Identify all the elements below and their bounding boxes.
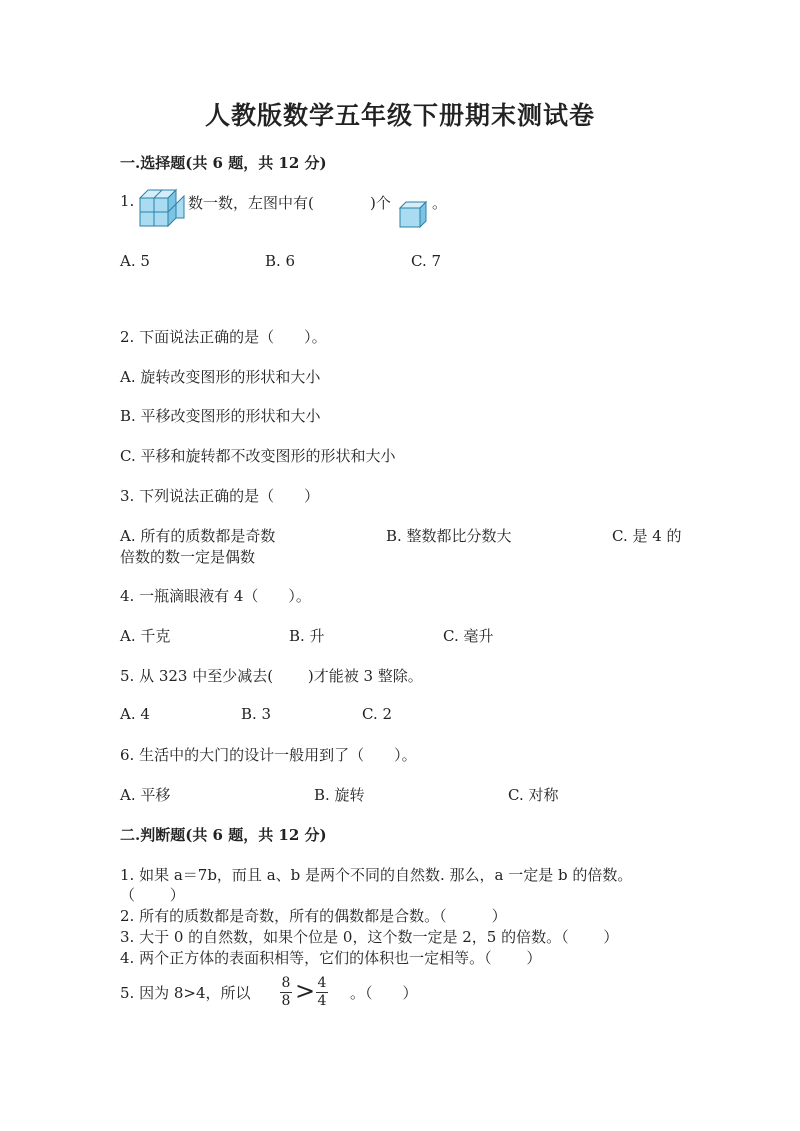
section1-heading: 一.选择题(共 6 题，共 12 分): [120, 154, 327, 172]
q6-text: 6. 生活中的大门的设计一般用到了（ ）。: [120, 746, 417, 764]
greater-than-sign: >: [295, 977, 316, 1005]
q6-option-a: A. 平移: [120, 786, 171, 804]
cube-stack-icon: [138, 188, 186, 228]
q2-option-b: B. 平移改变图形的形状和大小: [120, 407, 321, 425]
q1-text-b: )个: [370, 194, 391, 212]
q3-option-b: B. 整数都比分数大: [386, 527, 512, 545]
judge-item-5-suffix: 。（ ）: [350, 984, 418, 1002]
section2-heading: 二.判断题(共 6 题，共 12 分): [120, 826, 327, 844]
q4-option-b: B. 升: [289, 627, 325, 645]
q1-number: 1.: [120, 192, 135, 210]
q2-option-a: A. 旋转改变图形的形状和大小: [120, 368, 321, 386]
q3-option-c-continued: 倍数的数一定是偶数: [120, 548, 256, 566]
q5-option-b: B. 3: [241, 705, 272, 723]
fraction-2-denominator: 4: [317, 993, 327, 1009]
q1-text-c: 。: [432, 194, 448, 212]
fraction-1-numerator: 8: [281, 975, 291, 991]
judge-item-3: 3. 大于 0 的自然数，如果个位是 0，这个数一定是 2，5 的倍数。（ ）: [120, 928, 619, 946]
judge-item-4: 4. 两个正方体的表面积相等，它们的体积也一定相等。（ ）: [120, 949, 542, 967]
q3-option-c: C. 是 4 的: [612, 527, 682, 545]
q4-option-c: C. 毫升: [443, 627, 494, 645]
fraction-2-numerator: 4: [317, 975, 327, 991]
judge-item-1-bracket: （ ）: [120, 886, 185, 904]
page-title: 人教版数学五年级下册期末测试卷: [204, 101, 595, 130]
q6-option-c: C. 对称: [508, 786, 559, 804]
fraction-1-denominator: 8: [281, 993, 291, 1009]
q6-option-b: B. 旋转: [314, 786, 365, 804]
q5-option-c: C. 2: [362, 705, 393, 723]
q2-text: 2. 下面说法正确的是（ ）。: [120, 328, 327, 346]
single-cube-icon: [398, 200, 428, 228]
q1-option-a: A. 5: [120, 252, 150, 270]
q1-text-a: 数一数，左图中有(: [188, 194, 314, 212]
q5-option-a: A. 4: [120, 705, 150, 723]
judge-item-2: 2. 所有的质数都是奇数，所有的偶数都是合数。（ ）: [120, 907, 507, 925]
q4-text: 4. 一瓶滴眼液有 4（ ）。: [120, 587, 311, 605]
q1-option-b: B. 6: [265, 252, 296, 270]
q5-text: 5. 从 323 中至少减去( )才能被 3 整除。: [120, 667, 423, 685]
q3-option-a: A. 所有的质数都是奇数: [120, 527, 276, 545]
q3-text: 3. 下列说法正确的是（ ）: [120, 487, 320, 505]
judge-item-1: 1. 如果 a＝7b，而且 a、b 是两个不同的自然数. 那么，a 一定是 b 的倍数。: [120, 866, 633, 884]
judge-item-5-prefix: 5. 因为 8>4，所以: [120, 984, 251, 1002]
q1-option-c: C. 7: [411, 252, 442, 270]
q4-option-a: A. 千克: [120, 627, 171, 645]
q2-option-c: C. 平移和旋转都不改变图形的形状和大小: [120, 447, 396, 465]
